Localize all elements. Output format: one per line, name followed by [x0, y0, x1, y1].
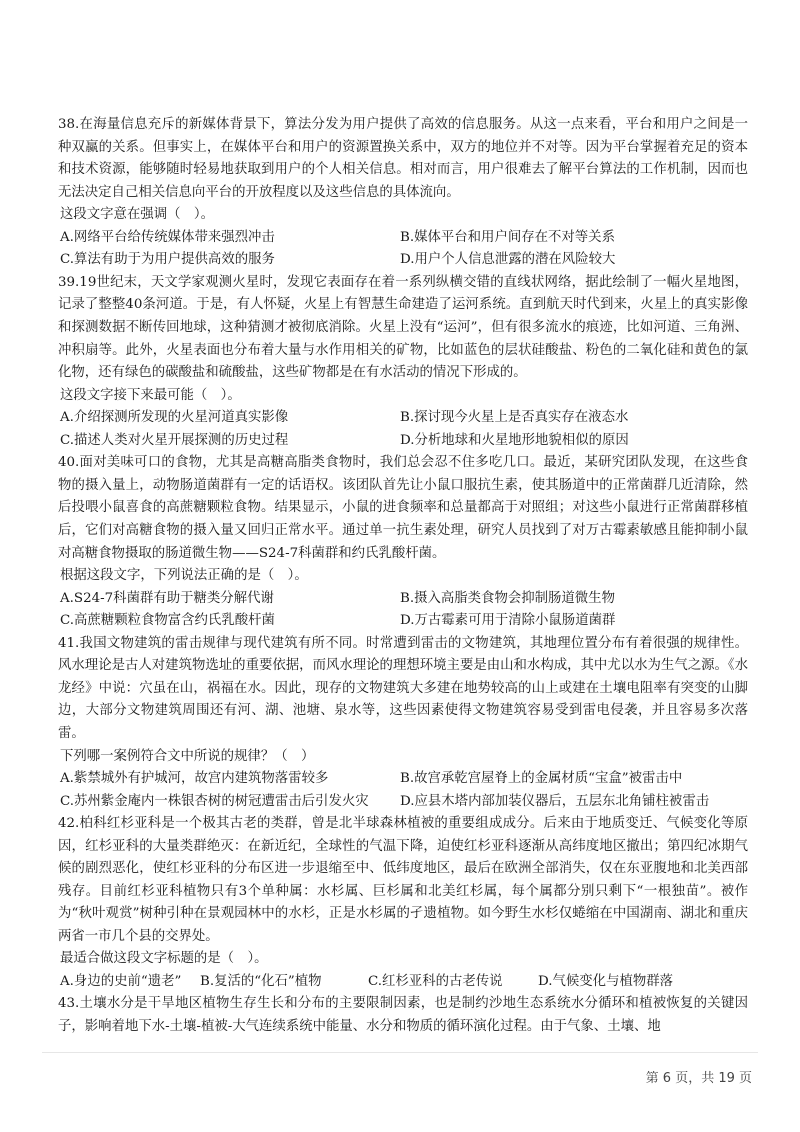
option-d: D.用户个人信息泄露的潜在风险较大 — [400, 252, 616, 268]
option-a: A.紫禁城外有护城河，故宫内建筑物落雷较多 — [60, 771, 329, 787]
question-38 — [58, 114, 748, 272]
options-grid — [58, 768, 748, 813]
question-text: 40.面对美味可口的食物，尤其是高糖高脂类食物时，我们总会忍不住多吃几口。最近，某研究团队发现，在这些食物的摄入量上，动物肠道菌群有一定的话语权。该团队首先让小鼠口服抗生素，使其肠道中的正常菌群几近清除，然后投喂小鼠喜食的高蔗糖颗粒食物。结果显示，小鼠的进食频率和总量都高于对照组；对这些小鼠进行正常菌群移植后，它们对高糖食物的摄入量又回归正常水平。通过单一抗生素处理，研究人员找到了对万古霉素敏感且能抑制小鼠对高糖食物摄取的肠道微生物——S24-7科菌群和约氏乳酸杆菌。 — [58, 455, 748, 561]
question-42 — [58, 813, 748, 994]
question-41 — [58, 633, 748, 813]
question-text: 38.在海量信息充斥的新媒体背景下，算法分发为用户提供了高效的信息服务。从这一点来看，平台和用户之间是一种双赢的关系。但事实上，在媒体平台和用户的资源置换关系中，双方的地位并不对等。因为平台掌握着充足的资本和技术资源，能够随时轻易地获取到用户的个人相关信息。相对而言，用户很难去了解平台算法的工作机制，因而也无法决定自己相关信息向平台的开放程度以及这些信息的具体流向。 — [58, 117, 748, 200]
option-a: A.身边的史前“遗老” — [60, 974, 182, 990]
question-39 — [58, 272, 748, 452]
question-stem: 下列哪一案例符合文中所说的规律？（ ） — [60, 748, 315, 764]
option-a: A.介绍探测所发现的火星河道真实影像 — [60, 410, 289, 426]
option-c: C.描述人类对火星开展探测的历史过程 — [60, 432, 289, 448]
options-grid — [58, 407, 748, 452]
question-text: 43.土壤水分是干旱地区植物生存生长和分布的主要限制因素，也是制约沙地生态系统水分循环和植被恢复的关键因子，影响着地下水-土壤-植被-大气连续系统中能量、水分和物质的循环演化过程。由于气象、土壤、地 — [58, 996, 748, 1035]
questions-content — [58, 114, 748, 1039]
option-b: B.媒体平台和用户间存在不对等关系 — [400, 229, 615, 245]
option-d: D.气候变化与植物群落 — [538, 974, 674, 990]
option-d: D.万古霉素可用于清除小鼠肠道菌群 — [400, 613, 616, 629]
options-grid — [58, 588, 748, 633]
question-text: 42.柏科红杉亚科是一个极其古老的类群，曾是北半球森林植被的重要组成成分。后来由于地质变迁、气候变化等原因，红杉亚科的大量类群绝灭：在新近纪，全球性的气温下降，迫使红杉亚科逐渐从高纬度地区撤出；第四纪冰期气候的剧烈恶化，使红杉亚科的分布区进一步退缩至中、低纬度地区，最后在欧洲全部消失，仅在东亚腹地和北美西部残存。目前红杉亚科植物只有3个单种属：水杉属、巨杉属和北美红杉属，每个属都分别只剩下“一根独苗”。被作为“秋叶观赏”树种引种在景观园林中的水杉，正是水杉属的孑遗植物。如今野生水杉仅蜷缩在中国湖南、湖北和重庆两省一市几个县的交界处。 — [58, 815, 748, 944]
page-number: 第 6 页，共 19 页 — [645, 1071, 752, 1086]
question-43 — [58, 993, 748, 1038]
question-stem: 最适合做这段文字标题的是（ ）。 — [60, 951, 268, 967]
option-b: B.故宫承乾宫屋脊上的金属材质“宝盒”被雷击中 — [400, 771, 683, 787]
option-c: C.高蔗糖颗粒食物富含约氏乳酸杆菌 — [60, 613, 275, 629]
option-a: A.网络平台给传统媒体带来强烈冲击 — [60, 229, 275, 245]
option-d: D.应县木塔内部加装仪器后，五层东北角铺柱被雷击 — [400, 793, 710, 809]
question-text: 41.我国文物建筑的雷击规律与现代建筑有所不同。时常遭到雷击的文物建筑，其地理位置分布有着很强的规律性。风水理论是古人对建筑物选址的重要依据，而风水理论的理想环境主要是由山和水构成，其中尤以水为生气之源。《水龙经》中说：穴虽在山，祸福在水。因此，现存的文物建筑大多建在地势较高的山上或建在土壤电阻率有突变的山脚边，大部分文物建筑周围还有河、湖、池塘、泉水等，这些因素使得文物建筑容易受到雷电侵袭，并且容易多次落雷。 — [58, 635, 748, 741]
option-c: C.苏州紫金庵内一株银杏树的树冠遭雷击后引发火灾 — [60, 793, 369, 809]
options-row — [58, 971, 748, 993]
question-stem: 这段文字接下来最可能（ ）。 — [60, 387, 241, 403]
options-grid — [58, 227, 748, 272]
question-stem: 根据这段文字，下列说法正确的是（ ）。 — [60, 568, 308, 584]
option-b: B.探讨现今火星上是否真实存在液态水 — [400, 410, 629, 426]
option-b: B.摄入高脂类食物会抑制肠道微生物 — [400, 590, 615, 606]
option-d: D.分析地球和火星地形地貌相似的原因 — [400, 432, 629, 448]
option-c: C.算法有助于为用户提供高效的服务 — [60, 252, 275, 268]
question-text: 39.19世纪末，天文学家观测火星时，发现它表面存在着一系列纵横交错的直线状网络，据此绘制了一幅火星地图，记录了整整40条河道。于是，有人怀疑，火星上有智慧生命建造了运河系统。直到航天时代到来，火星上的真实影像和探测数据不断传回地球，这种猜测才被彻底消除。火星上没有“运河”，但有很多流水的痕迹，比如河道、三角洲、冲积扇等。此外，火星表面也分布着大量与水作用相关的矿物，比如蓝色的层状硅酸盐、粉色的二氧化硅和黄色的氯化物，还有绿色的碳酸盐和硫酸盐，这些矿物都是在有水活动的情况下形成的。 — [58, 274, 748, 381]
option-a: A.S24-7科菌群有助于糖类分解代谢 — [60, 590, 274, 606]
option-b: B.复活的“化石”植物 — [200, 974, 322, 990]
question-40 — [58, 452, 748, 632]
option-c: C.红杉亚科的古老传说 — [368, 974, 503, 990]
question-stem: 这段文字意在强调（ ）。 — [60, 207, 214, 223]
footer-divider — [42, 1052, 758, 1053]
